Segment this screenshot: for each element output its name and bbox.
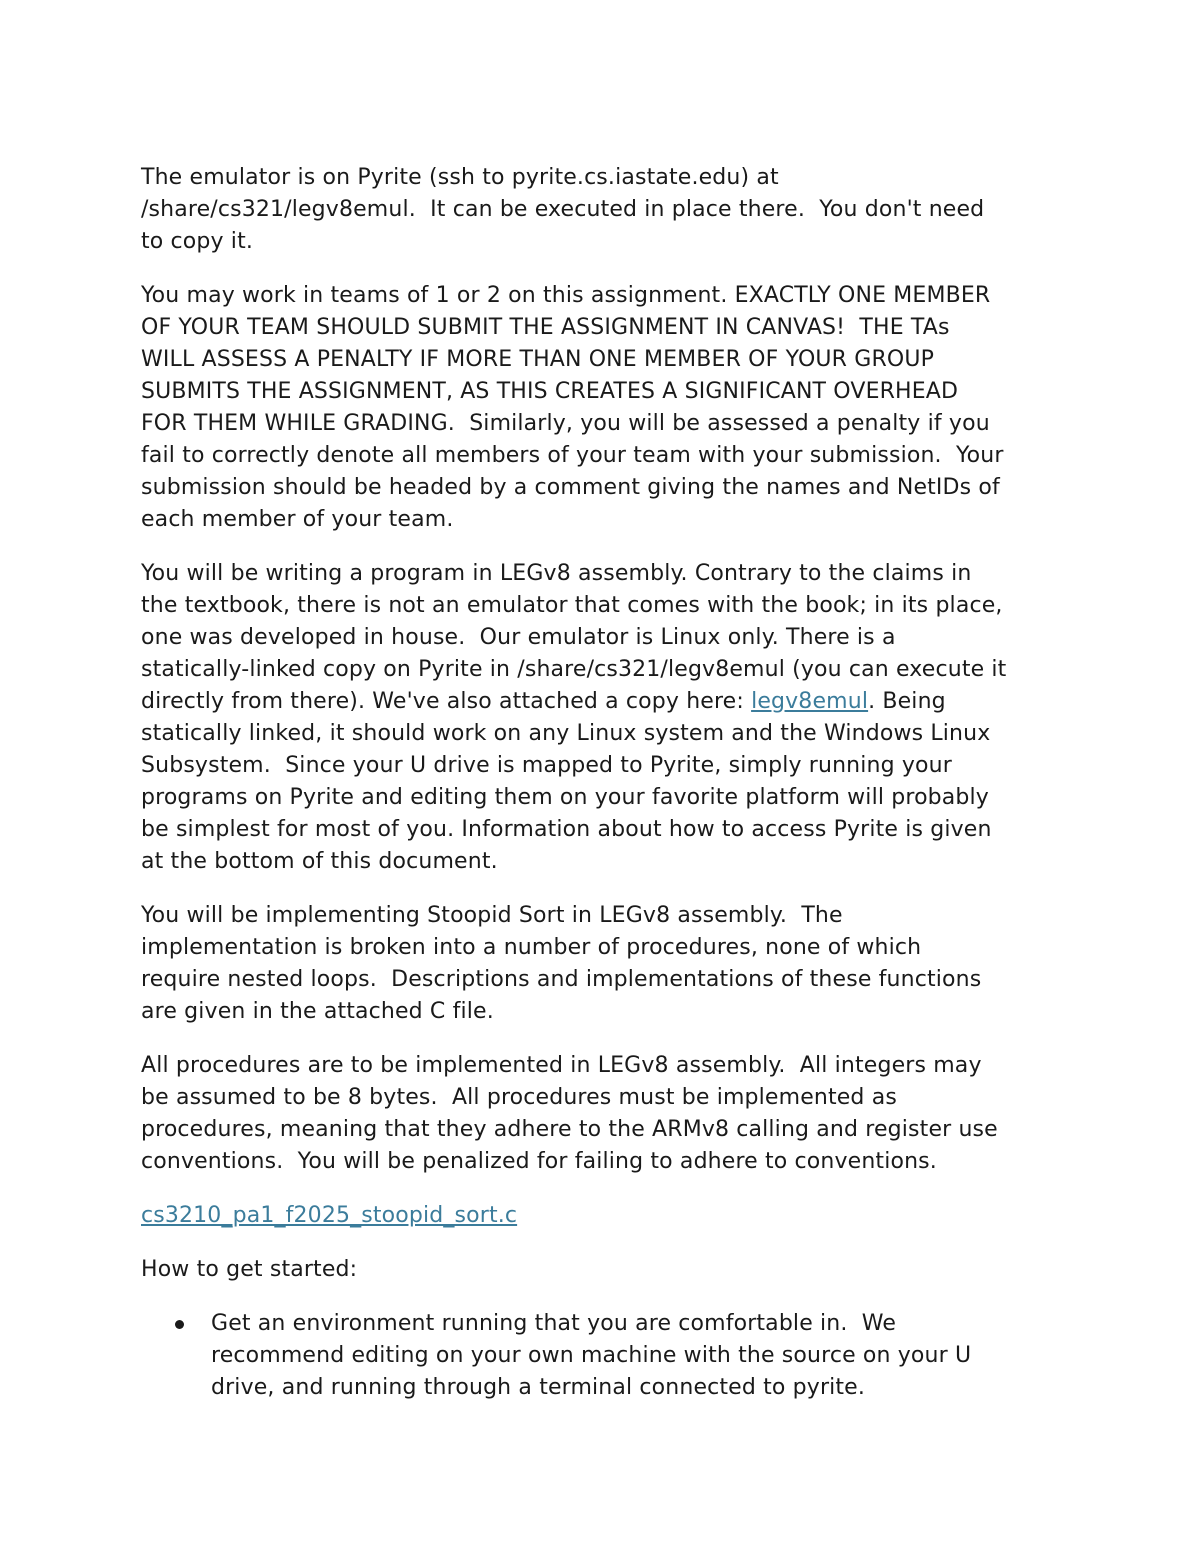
text-line: be simplest for most of you. Information about how to access Pyrite is given — [141, 817, 992, 842]
text-line: /share/cs321/legv8emul. It can be executed in place there. You don't need — [141, 197, 985, 222]
text-line: statically linked, it should work on any Linux system and the Windows Linux — [141, 721, 991, 746]
text-line: procedures, meaning that they adhere to the ARMv8 calling and register use — [141, 1117, 998, 1142]
text-line: Get an environment running that you are comfortable in. We — [211, 1311, 897, 1336]
text-line: be assumed to be 8 bytes. All procedures must be implemented as — [141, 1085, 897, 1110]
text-line: to copy it. — [141, 229, 253, 254]
paragraph-c-file-link — [141, 1200, 1071, 1232]
paragraph-emulator-info — [141, 558, 1071, 878]
text-line: All procedures are to be implemented in LEGv8 assembly. All integers may — [141, 1053, 982, 1078]
text-line: submission should be headed by a comment giving the names and NetIDs of — [141, 475, 1000, 500]
text-line: WILL ASSESS A PENALTY IF MORE THAN ONE MEMBER OF YOUR GROUP — [141, 347, 935, 372]
text-line: The emulator is on Pyrite (ssh to pyrite.cs.iastate.edu) at — [141, 165, 779, 190]
paragraph-stoopid-sort — [141, 900, 1071, 1028]
text-line: FOR THEM WHILE GRADING. Similarly, you will be assessed a penalty if you — [141, 411, 990, 436]
c-file-link[interactable]: cs3210_pa1_f2025_stoopid_sort.c — [141, 1203, 518, 1228]
paragraph-how-to-start — [141, 1254, 1071, 1286]
document-page — [141, 162, 1071, 1404]
list-item — [141, 1308, 1071, 1404]
text-line: implementation is broken into a number of procedures, none of which — [141, 935, 922, 960]
text-line: drive, and running through a terminal connected to pyrite. — [211, 1375, 866, 1400]
text-line: Subsystem. Since your U drive is mapped to Pyrite, simply running your — [141, 753, 952, 778]
paragraph-procedures — [141, 1050, 1071, 1178]
paragraph-emulator-location — [141, 162, 1071, 258]
text-line: You may work in teams of 1 or 2 on this assignment. EXACTLY ONE MEMBER — [141, 283, 991, 308]
text-line: are given in the attached C file. — [141, 999, 494, 1024]
text-line: the textbook, there is not an emulator that comes with the book; in its place, — [141, 593, 1003, 618]
text-line: OF YOUR TEAM SHOULD SUBMIT THE ASSIGNMENT IN CANVAS! THE TAs — [141, 315, 950, 340]
text-line: SUBMITS THE ASSIGNMENT, AS THIS CREATES A SIGNIFICANT OVERHEAD — [141, 379, 959, 404]
text-line: conventions. You will be penalized for failing to adhere to conventions. — [141, 1149, 937, 1174]
text-line: statically-linked copy on Pyrite in /share/cs321/legv8emul (you can execute it — [141, 657, 1007, 682]
text-line: You will be implementing Stoopid Sort in LEGv8 assembly. The — [141, 903, 843, 928]
text-line: one was developed in house. Our emulator is Linux only. There is a — [141, 625, 896, 650]
text-line: fail to correctly denote all members of your team with your submission. Your — [141, 443, 1004, 468]
legv8emul-link[interactable]: legv8emul — [751, 689, 869, 714]
text-segment: . Being — [868, 689, 946, 714]
getting-started-list — [141, 1308, 1071, 1404]
text-line: each member of your team. — [141, 507, 454, 532]
paragraph-team-policy — [141, 280, 1071, 536]
text-line: programs on Pyrite and editing them on your favorite platform will probably — [141, 785, 989, 810]
text-line-with-link — [141, 686, 1071, 718]
text-line: How to get started: — [141, 1257, 358, 1282]
text-line — [141, 1200, 1071, 1232]
text-line: at the bottom of this document. — [141, 849, 498, 874]
text-segment: directly from there). We've also attached a copy here: — [141, 689, 752, 714]
bullet-icon — [175, 1320, 184, 1329]
text-line: require nested loops. Descriptions and implementations of these functions — [141, 967, 982, 992]
text-line: recommend editing on your own machine with the source on your U — [211, 1343, 972, 1368]
text-line: You will be writing a program in LEGv8 assembly. Contrary to the claims in — [141, 561, 972, 586]
